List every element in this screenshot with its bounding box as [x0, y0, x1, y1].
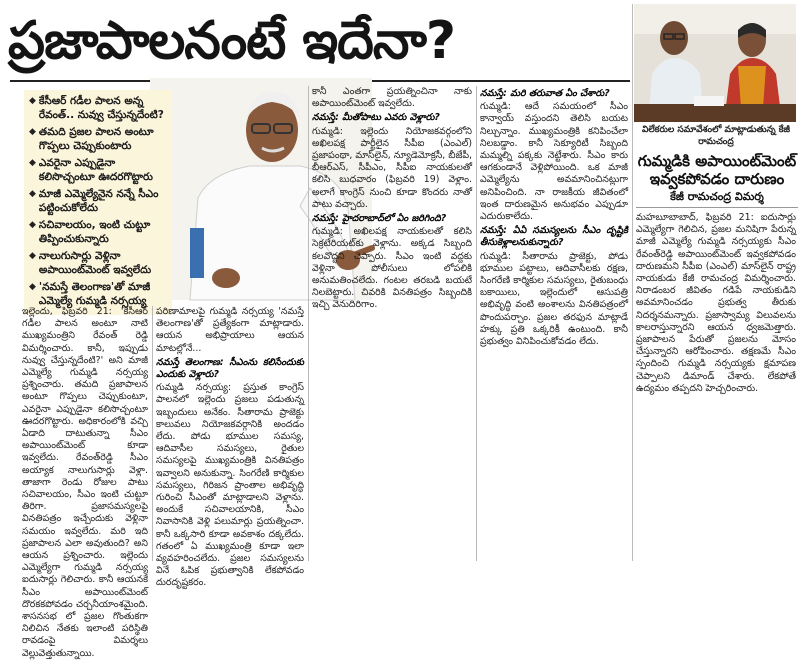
highlights-box — [24, 90, 172, 315]
bullet-icon: ◆ — [29, 189, 36, 199]
highlight-text: కేసీఆర్ గడీల పాలన అన్న రేవంత్.. నువ్వు చేస్తున్నదేంటి? — [38, 95, 164, 121]
press-meet-illustration — [634, 4, 796, 122]
bullet-icon: ◆ — [29, 251, 36, 261]
side-story-body — [636, 212, 796, 561]
paragraph: మహబూబాబాద్, ఫిబ్రవరి 21: ఐదుసార్లు ఎమ్మెల్యేగా గెలిచిన, ప్రజల మనిషిగా పేరున్న మాజీ ఎమ్మెల్యే గుమ్మడి నర్సయ్యకు సీఎం రేవంత్‌రెడ్డి అపాయింట్‌మెంట్ ఇవ్వకపోవడం దారుణమని సీపీఐ (ఎంఎల్) మాస్‌లైన్ రాష్ట్ర నాయకుడు కేజీ రామచంద్ర విమర్శించారు. నిరాడంబర జీవితం గడిపే నాయకుడిని అవమానించడం ప్రభుత్వ తీరుకు నిదర్శనమన్నారు. ప్రజాస్వామ్య విలువలను కాలరాస్తున్నారని ఆయన ధ్వజమెత్తారు. ప్రజాపాలన పేరుతో ప్రజలను మోసం చేస్తున్నారని ఆరోపించారు. తక్షణమే సీఎం స్పందించి గుమ్మడి నర్సయ్యకు క్షమాపణ చెప్పాలని డిమాండ్ చేశారు. లేకపోతే ఉద్యమం తప్పదని హెచ్చరించారు. — [636, 212, 796, 394]
bullet-icon: ◆ — [29, 96, 36, 106]
bullet-icon: ◆ — [29, 282, 36, 292]
photo-caption: విలేకరుల సమావేశంలో మాట్లాడుతున్న కేజీ రామచంద్ర — [641, 125, 791, 147]
paragraph: గుమ్మడి: ఇల్లెందు నియోజకవర్గంలోని అఖిలపక్ష పార్టీలైన సీపీఐ (ఎంఎల్) ప్రజాపంథా, మాస్‌లైన్, న్యూడెమోక్రసీ, బీజేపీ, బీఆర్ఎస్, సీపీఎం, సీపీఐ నాయకులతో కలిసి బుధవారం (ఫిబ్రవరి 19) వెళ్లాం. అలాగే కాంగ్రెస్ నుంచి కూడా కొందరు నాతో పాటు వచ్చారు. — [312, 125, 472, 210]
highlight-point — [29, 249, 167, 277]
column-divider — [632, 4, 633, 561]
question-subhead: నమస్తే తెలంగాణ: సీఎంను కలిసేందుకు ఎందుకు వెళ్లారు? — [156, 356, 304, 381]
highlight-text: ఎవరైనా ఎప్పుడైనా కలిసొచ్చంటూ ఊదరగొట్టారు — [38, 157, 153, 183]
question-subhead: నమస్తే: మీతోపాటు ఎవరు వెళ్లారు? — [312, 112, 440, 124]
side-story-photo — [634, 4, 796, 122]
highlight-text: మాజీ ఎమ్మెల్యేనైన నన్నే సీఎం పట్టించుకోలేదు — [38, 188, 159, 214]
paragraph: గుమ్మడి: సీతారామ ప్రాజెక్టు, పోడు భూముల పట్టాలు, ఆదివాసీలకు రక్షణ, సింగరేణి కార్మికుల సమస్యలు, రైతుబంధు బకాయిలు, ఇల్లెందులో ఆసుపత్రి అభివృద్ధి వంటి అంశాలను వినతిపత్రంలో పొందుపర్చాం. ప్రజల తరఫున మాట్లాడే హక్కు ప్రతి ఒక్కరికీ ఉంటుంది. కానీ ప్రభుత్వం వినిపించుకోవడం లేదు. — [480, 250, 628, 348]
column-divider — [476, 86, 477, 561]
paragraph: గుమ్మడి నర్సయ్య: ప్రస్తుత కాంగ్రెస్ పాలనలో ఇల్లెందు ప్రజలు పడుతున్న ఇబ్బందులు అనేకం. సీతారామ ప్రాజెక్టు కాలువలు నియోజకవర్గానికి అందడం లేదు. పోడు భూముల సమస్య, ఆదివాసీల సమస్యలు, రైతుల సమస్యలపై ముఖ్యమంత్రికి వినతిపత్రం ఇవ్వాలని అనుకున్నా. సింగరేణి కార్మికుల సమస్యలు, గిరిజన ప్రాంతాల అభివృద్ధి గురించి సీఎంతో మాట్లాడాలని వెళ్లాను. అందుకే సచివాలయానికి, సీఎం నివాసానికి వెళ్లి పలుమార్లు ప్రయత్నించా. కానీ ఒక్కసారి కూడా అవకాశం దక్కలేదు. గతంలో ఏ ముఖ్యమంత్రి కూడా ఇలా వ్యవహరించలేదు. ప్రజల సమస్యలను వినే ఓపిక ప్రభుత్వానికి లేకపోవడం దురదృష్టకరం. — [156, 382, 304, 589]
bullet-icon: ◆ — [29, 158, 36, 168]
highlight-point — [29, 125, 167, 153]
side-story-headline: గుమ్మడికి అపాయింట్‌మెంట్ ఇవ్వకపోవడం దారుణం — [637, 152, 797, 188]
question-subhead: నమస్తే: ఏఏ సమస్యలను సీఎం దృష్టికి తీసుకెళ్లాలనుకున్నారు? — [480, 225, 628, 249]
highlight-point — [29, 280, 167, 308]
headline: ప్రజాపాలనంటే ఇదేనా? — [8, 11, 456, 71]
column-divider — [308, 86, 309, 561]
highlight-text: 'నమస్తే తెలంగాణ'తో మాజీ ఎమ్మెల్యే గుమ్మడి నర్సయ్య — [38, 281, 151, 307]
highlight-text: తమది ప్రజల పాలన అంటూ గొప్పలు చెప్పుకుంటారు — [38, 126, 154, 152]
highlight-point — [29, 156, 167, 184]
highlight-text: సచివాలయం, ఇంటి చుట్టూ తిప్పించుకున్నారు — [38, 219, 151, 245]
highlight-point — [29, 187, 167, 215]
bullet-icon: ◆ — [29, 127, 36, 137]
article-column-2 — [156, 306, 304, 589]
article-column-1 — [22, 306, 148, 659]
highlight-text: నాలుగుసార్లు వెళ్లినా అపాయింట్‌మెంట్ ఇవ్వలేదు — [38, 250, 152, 276]
article-column-4 — [480, 86, 628, 561]
bullet-icon: ◆ — [29, 220, 36, 230]
paragraph: ఇల్లెందు, ఫిబ్రవరి 21: 'కేసీఆర్ గడీల పాలన అంటూ నాటి ముఖ్యమంత్రిని రేవంత్ రెడ్డి విమర్శించారు. కానీ, ఇప్పుడు నువ్వు చేస్తున్నదేంటి?' అని మాజీ ఎమ్మెల్యే గుమ్మడి నర్సయ్య ప్రశ్నించారు. తమది ప్రజాపాలన అంటూ గొప్పలు చెప్పుకుంటూ, ఎవరైనా ఎప్పుడైనా కలిసొచ్చంటూ ఊదరగొట్టారు. అధికారంలోకి వచ్చి ఏడాది దాటుతున్నా సీఎం అపాయింట్‌మెంట్ కూడా ఇవ్వలేదు. రేవంత్‌రెడ్డి సీఎం అయ్యాక నాలుగుసార్లు వెళ్లా. తాజాగా రెండు రోజుల పాటు సచివాలయం, సీఎం ఇంటి చుట్టూ తిరిగా. ప్రజాసమస్యలపై వినతిపత్రం ఇచ్చేందుకు వెళ్లినా సమయం ఇవ్వలేదు. మరి ఇది ప్రజాపాలన ఎలా అవుతుంది? అని ఆయన ప్రశ్నించారు. ఇల్లెందు ఎమ్మెల్యేగా గుమ్మడి నర్సయ్య ఐదుసార్లు గెలిచారు. కానీ ఆయనకే సీఎం అపాయింట్‌మెంట్ దొరకకపోవడం చర్చనీయాంశమైంది. శాసనసభ లో ప్రజల గొంతుకగా నిలిచిన నేతకు ఇలాంటి పరిస్థితి రావడంపై విమర్శలు వెల్లువెత్తుతున్నాయి. — [22, 306, 148, 659]
side-story-byline: కేజీ రామచంద్ర విమర్శ — [636, 190, 798, 208]
highlight-point — [29, 218, 167, 246]
article-column-3 — [312, 86, 472, 561]
paragraph: కానీ ఎంతగా ప్రయత్నించినా నాకు అపాయింట్‌మెంట్ ఇవ్వలేదు. — [312, 86, 472, 110]
paragraph: పరిణామాలపై గుమ్మడి నర్సయ్య 'నమస్తే తెలంగాణ'తో ప్రత్యేకంగా మాట్లాడారు. ఆయన అభిప్రాయాలు ఆయన మాటల్లోనే... — [156, 306, 304, 354]
column-divider — [152, 306, 153, 561]
paragraph: గుమ్మడి: ఆదే సమయంలో సీఎం కాన్వాయ్ వస్తుందని తెలిసి బయట నిల్చున్నాం. ముఖ్యమంత్రికి కనిపించేలా నిలబడ్డాం. కానీ సెక్యూరిటీ సిబ్బంది మమ్మల్ని పక్కకు నెట్టేశారు. సీఎం కారు ఆగకుండానే వెళ్లిపోయింది. ఒక మాజీ ఎమ్మెల్యేను అవమానించినట్లుగా అనిపించింది. నా రాజకీయ జీవితంలో ఇంత దారుణమైన అనుభవం ఎప్పుడూ ఎదురుకాలేదు. — [480, 101, 628, 223]
question-subhead: నమస్తే: మరి తరువాత ఏం చేశారు? — [480, 88, 610, 99]
paragraph: గుమ్మడి: అఖిలపక్ష నాయకులతో కలిసి సెక్రటేరియట్‌కు వెళ్లాను. అక్కడ సిబ్బంది కలవొద్దని చెప్పారు. సీఎం ఇంటి వద్దకు వెళ్లినా పోలీసులు లోపలికి అనుమతించలేదు. గంటల తరబడి బయటే నిలబెట్టారు. చివరికి వినతిపత్రం సిబ్బందికి ఇచ్చి వెనుదిరిగాం. — [312, 226, 472, 311]
question-subhead: నమస్తే: హైదరాబాద్‌లో ఏం జరిగింది? — [312, 213, 447, 225]
highlight-point — [29, 94, 167, 122]
